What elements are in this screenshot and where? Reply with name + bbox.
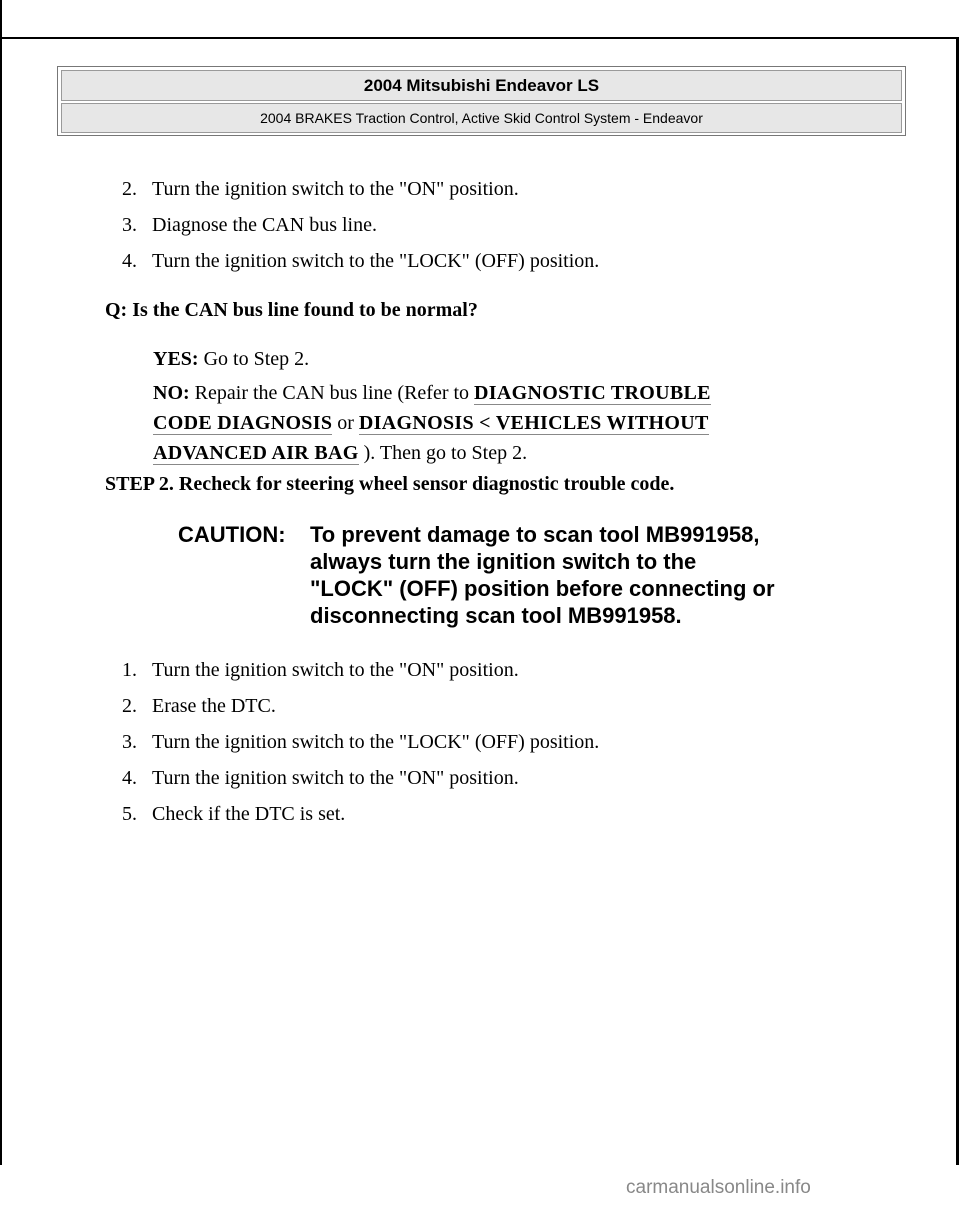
list-item-text: Turn the ignition switch to the "LOCK" (OFF) position.	[152, 731, 600, 753]
page-border-right	[956, 38, 959, 1165]
caution-line: "LOCK" (OFF) position before connecting or	[310, 576, 775, 601]
list-item-number: 2.	[122, 178, 137, 200]
watermark-footer: carmanualsonline.info	[626, 1177, 811, 1198]
link-diagnostic-trouble-code-diagnosis[interactable]: DIAGNOSTIC TROUBLE	[474, 382, 711, 404]
caution-line: disconnecting scan tool MB991958.	[310, 603, 682, 628]
caution-line: To prevent damage to scan tool MB991958,	[310, 522, 760, 547]
document-header	[57, 66, 906, 136]
list-item-text: Erase the DTC.	[152, 695, 276, 717]
list-item-number: 2.	[122, 695, 137, 717]
no-text-end: ). Then go to Step 2.	[363, 442, 528, 464]
page-border-left	[0, 0, 2, 1165]
question-text: Q: Is the CAN bus line found to be normal?	[105, 299, 478, 321]
list-item-number: 5.	[122, 803, 137, 825]
caution-label: CAUTION:	[178, 522, 286, 547]
yes-label: YES:	[153, 348, 199, 370]
list-item-number: 3.	[122, 731, 137, 753]
list-item-number: 4.	[122, 250, 137, 272]
page-border-top	[0, 37, 959, 39]
list-item-number: 1.	[122, 659, 137, 681]
no-or-text: or	[337, 412, 354, 434]
list-item-text: Turn the ignition switch to the "ON" position.	[152, 659, 519, 681]
yes-answer	[153, 347, 309, 371]
no-label: NO:	[153, 382, 190, 404]
list-item-number: 3.	[122, 214, 137, 236]
list-item-number: 4.	[122, 767, 137, 789]
list-item-text: Diagnose the CAN bus line.	[152, 214, 377, 236]
link-diagnostic-trouble-code-diagnosis-cont[interactable]: CODE DIAGNOSIS	[153, 412, 333, 434]
header-subtitle: 2004 BRAKES Traction Control, Active Skid Control System - Endeavor	[61, 103, 902, 133]
no-text: Repair the CAN bus line (Refer to	[194, 382, 470, 404]
list-item-text: Turn the ignition switch to the "LOCK" (OFF) position.	[152, 250, 600, 272]
step2-heading: STEP 2. Recheck for steering wheel sensor diagnostic trouble code.	[105, 473, 675, 495]
list-item-text: Check if the DTC is set.	[152, 803, 346, 825]
link-diagnosis-vehicles-without-advanced-air-bag-cont[interactable]: ADVANCED AIR BAG	[153, 442, 359, 464]
caution-line: always turn the ignition switch to the	[310, 549, 697, 574]
list-item-text: Turn the ignition switch to the "ON" position.	[152, 178, 519, 200]
list-item-text: Turn the ignition switch to the "ON" position.	[152, 767, 519, 789]
header-title: 2004 Mitsubishi Endeavor LS	[61, 70, 902, 101]
link-diagnosis-vehicles-without-advanced-air-bag[interactable]: DIAGNOSIS < VEHICLES WITHOUT	[358, 412, 709, 434]
yes-text: Go to Step 2.	[203, 348, 310, 370]
